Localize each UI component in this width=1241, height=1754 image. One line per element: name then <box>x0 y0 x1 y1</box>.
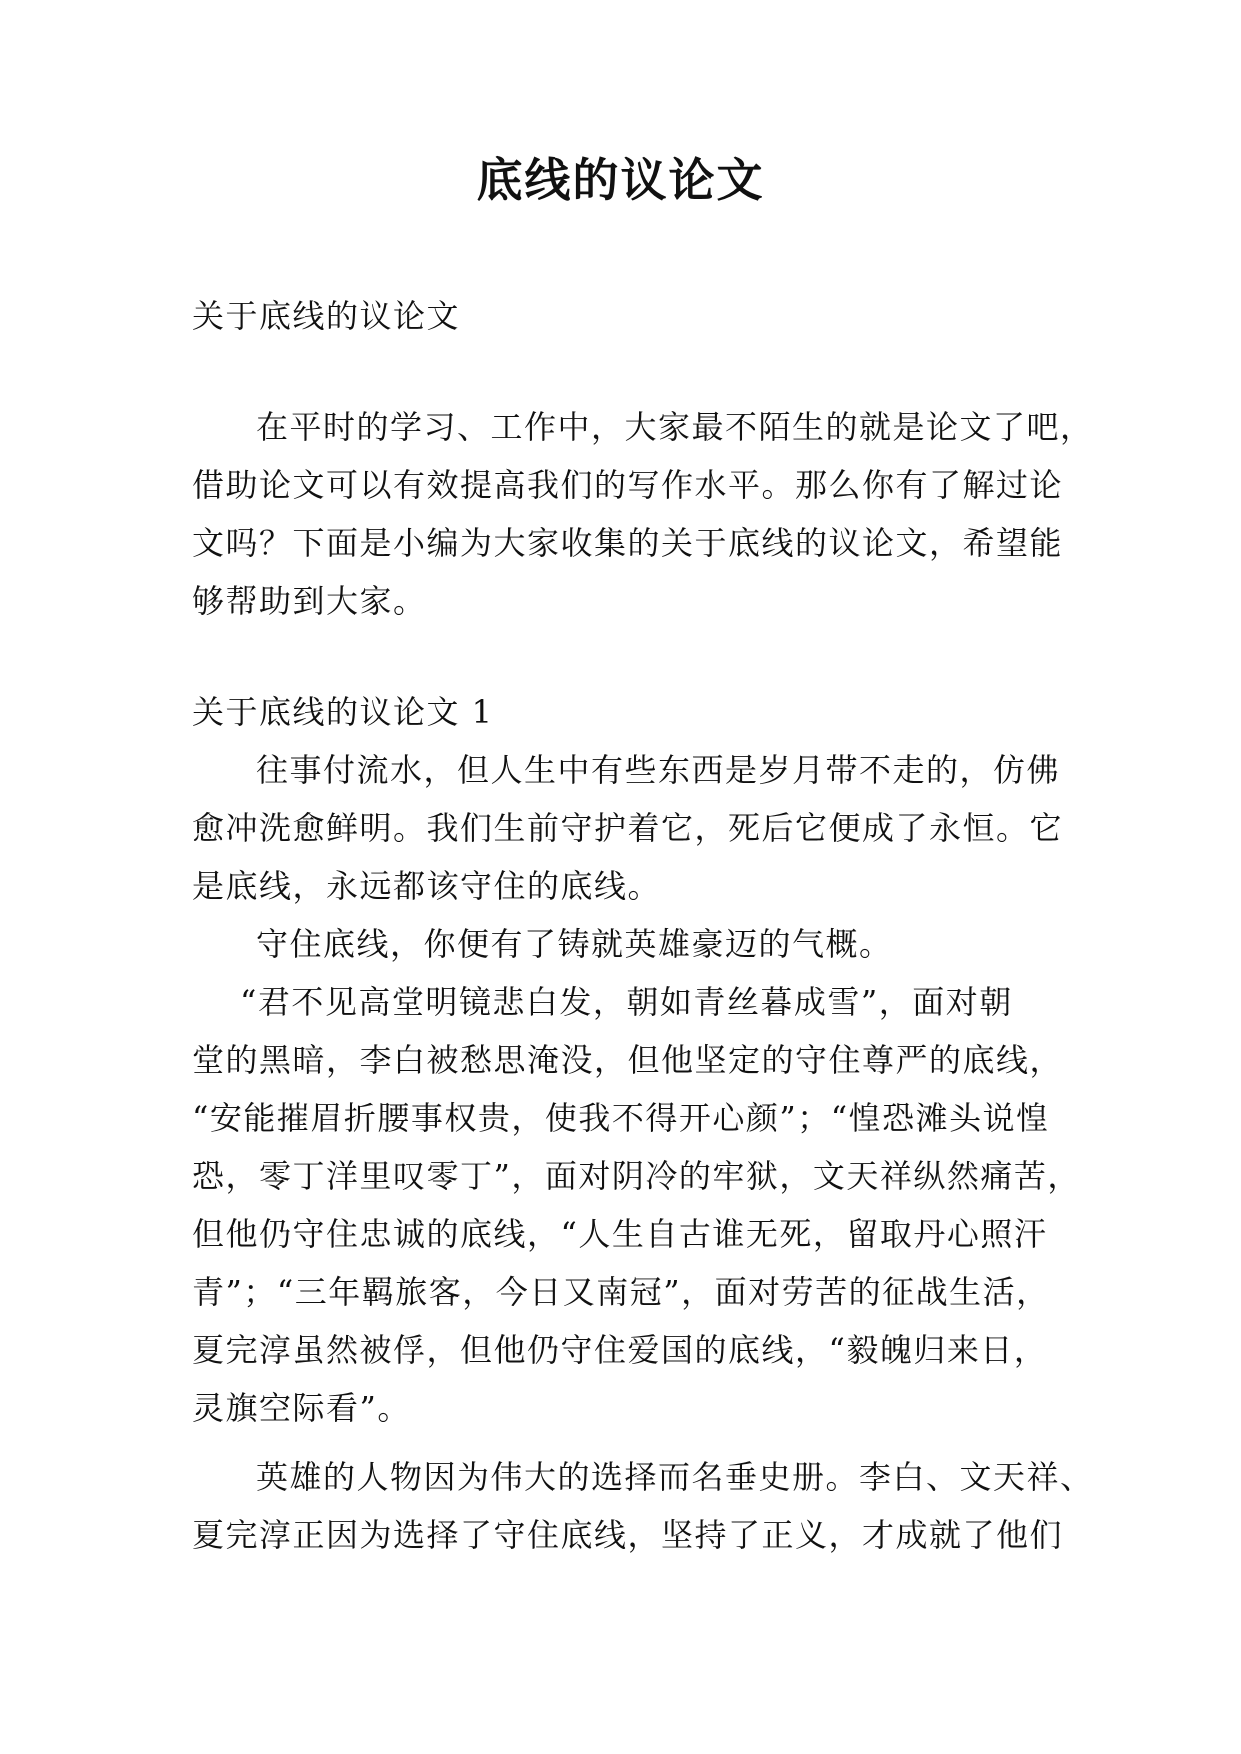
body-line: “君不见高堂明镜悲白发，朝如青丝暮成雪”，面对朝 <box>240 983 1013 1021</box>
body-line: 英雄的人物因为伟大的选择而名垂史册。李白、文天祥、 <box>256 1458 1094 1496</box>
intro-line: 借助论文可以有效提高我们的写作水平。那么你有了解过论 <box>192 466 1064 504</box>
section-heading: 关于底线的议论文 1 <box>192 693 494 731</box>
body-line: 夏完淳正因为选择了守住底线，坚持了正义，才成就了他们 <box>192 1516 1064 1554</box>
document-title: 底线的议论文 <box>476 153 765 207</box>
body-line: 是底线，永远都该守住的底线。 <box>192 867 662 905</box>
body-line: 愈冲洗愈鲜明。我们生前守护着它，死后它便成了永恒。它 <box>192 809 1064 847</box>
body-line: 往事付流水，但人生中有些东西是岁月带不走的，仿佛 <box>256 751 1061 789</box>
intro-line: 文吗？下面是小编为大家收集的关于底线的议论文，希望能 <box>192 524 1064 562</box>
body-line: 但他仍守住忠诚的底线，“人生自古谁无死，留取丹心照汗 <box>192 1215 1048 1253</box>
body-line: 青”；“三年羁旅客，今日又南冠”，面对劳苦的征战生活， <box>192 1273 1050 1311</box>
document-subtitle: 关于底线的议论文 <box>192 297 461 335</box>
body-line: 守住底线，你便有了铸就英雄豪迈的气概。 <box>256 925 893 963</box>
intro-line: 够帮助到大家。 <box>192 582 427 620</box>
body-line: 恐，零丁洋里叹零丁”，面对阴冷的牢狱，文天祥纵然痛苦， <box>192 1157 1081 1195</box>
body-line: 灵旗空际看”。 <box>192 1389 411 1427</box>
body-line: 夏完淳虽然被俘，但他仍守住爱国的底线，“毅魄归来日， <box>192 1331 1048 1369</box>
body-line: 堂的黑暗，李白被愁思淹没，但他坚定的守住尊严的底线， <box>192 1041 1064 1079</box>
body-line: “安能摧眉折腰事权贵，使我不得开心颜”；“惶恐滩头说惶 <box>192 1099 1050 1137</box>
intro-line: 在平时的学习、工作中，大家最不陌生的就是论文了吧， <box>256 408 1094 446</box>
